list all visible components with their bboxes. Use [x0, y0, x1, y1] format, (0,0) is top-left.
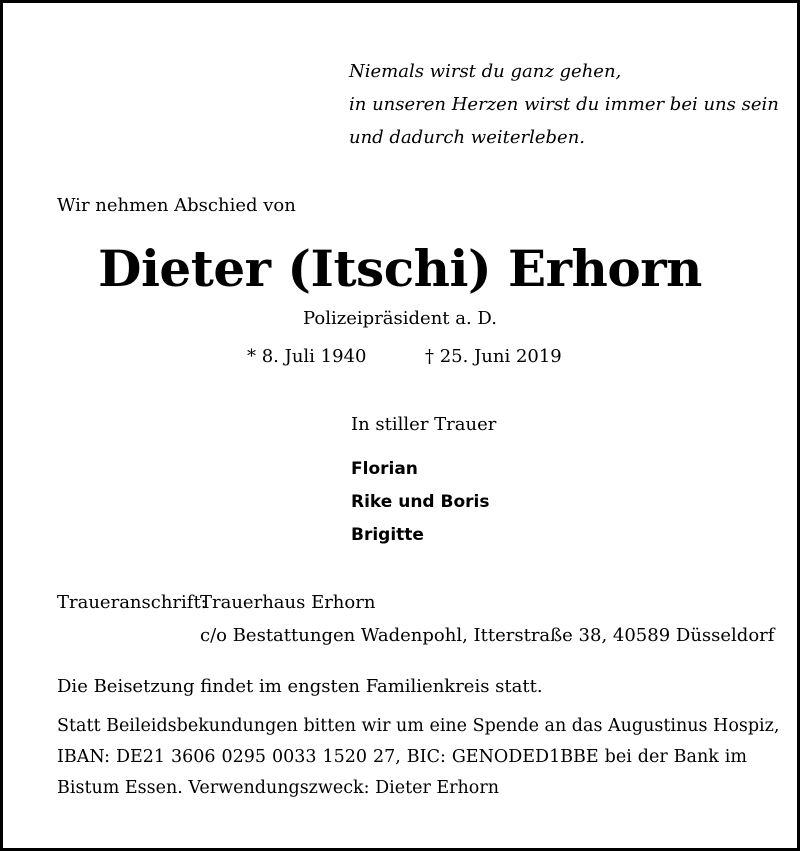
donation-line: Bistum Essen. Verwendungszweck: Dieter Erhorn — [57, 778, 499, 798]
poem-line: und dadurch weiterleben. — [349, 127, 586, 148]
donation-line: IBAN: DE21 3606 0295 0033 1520 27, BIC: GENODED1BBE bei der Bank im — [57, 747, 747, 767]
address-line-2: c/o Bestattungen Wadenpohl, Itterstraße 38, 40589 Düsseldorf — [200, 625, 775, 646]
poem — [349, 55, 779, 154]
deceased-name: Dieter (Itschi) Erhorn — [98, 239, 702, 298]
mourning-heading: In stiller Trauer — [351, 414, 497, 435]
death-date: † 25. Juni 2019 — [425, 346, 562, 367]
burial-note: Die Beisetzung findet im engsten Familienkreis statt. — [57, 676, 543, 697]
address-line-1: Trauerhaus Erhorn — [200, 592, 376, 613]
address-label: Traueranschrift: — [57, 592, 207, 613]
deceased-title: Polizeipräsident a. D. — [303, 308, 497, 329]
intro-text: Wir nehmen Abschied von — [57, 195, 296, 216]
donation-line: Statt Beileidsbekundungen bitten wir um eine Spende an das Augustinus Hospiz, — [57, 716, 780, 736]
donation-request — [57, 711, 780, 804]
family-name: Rike und Boris — [351, 492, 490, 512]
family-name: Brigitte — [351, 525, 424, 545]
birth-date: * 8. Juli 1940 — [247, 346, 367, 367]
poem-line: Niemals wirst du ganz gehen, — [349, 61, 622, 82]
family-name: Florian — [351, 459, 418, 479]
family-names — [351, 453, 489, 552]
poem-line: in unseren Herzen wirst du immer bei uns sein — [349, 94, 779, 115]
